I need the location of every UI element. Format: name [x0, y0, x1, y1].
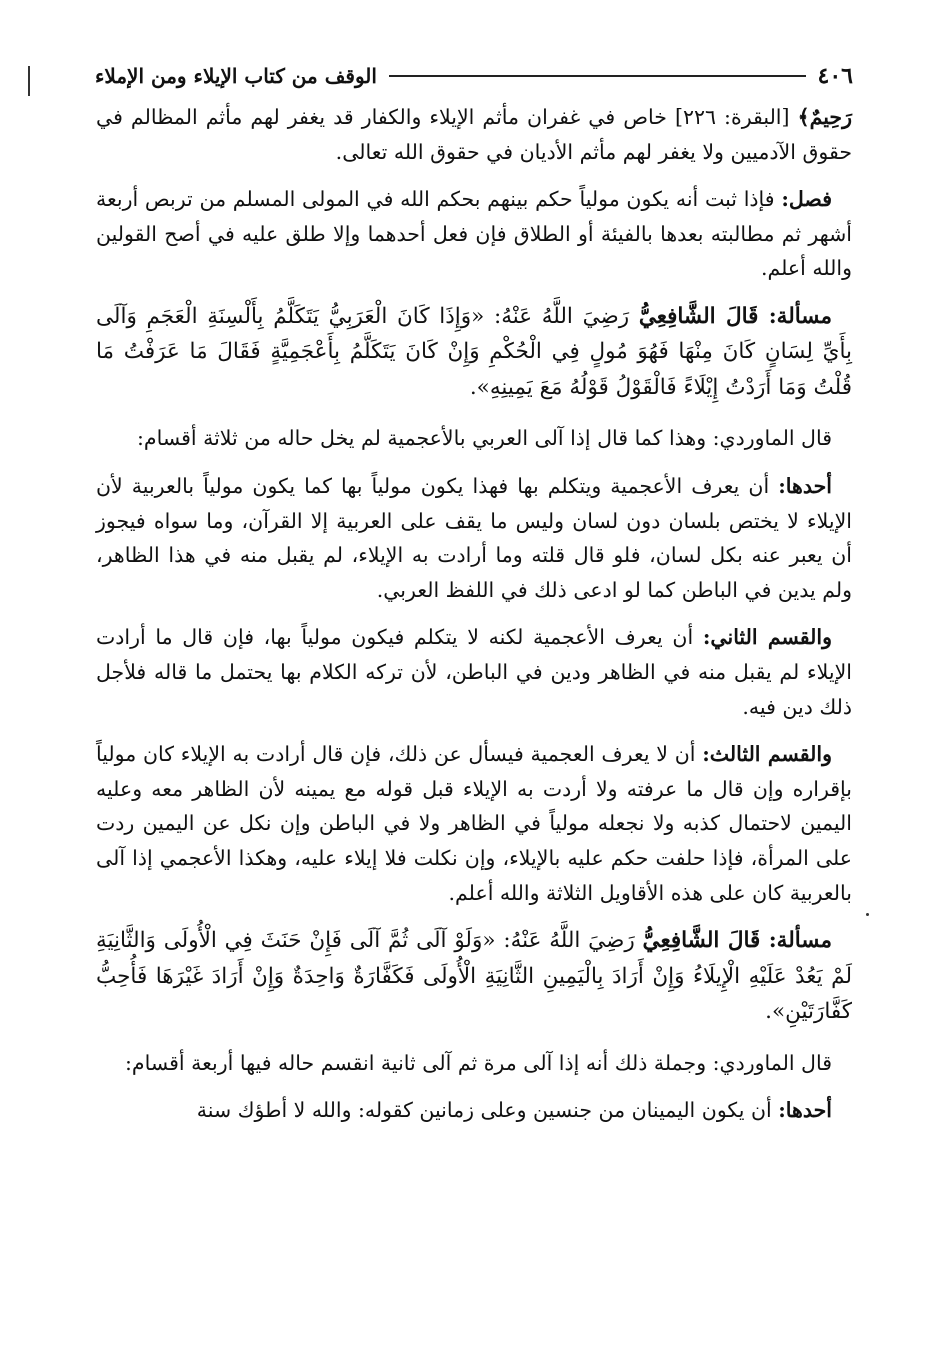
body-text	[96, 100, 852, 1141]
margin-mark	[28, 66, 30, 96]
paragraph-text: أن يعرف الأعجمية لكنه لا يتكلم فيكون مولياً بها، فإن قال ما أرادت الإيلاء لم يقبل منه في الظاهر ودين في الباطن، لأن تركه الكلام بها يحتمل ما قاله فلأجل ذلك دين فيه.	[96, 625, 852, 719]
paragraph-mawardi-2	[96, 1046, 852, 1081]
paragraph-lead: أحدها:	[778, 1098, 832, 1123]
paragraph-masala-2	[96, 923, 852, 1030]
running-title: الوقف من كتاب الإيلاء ومن الإملاء	[95, 64, 377, 88]
paragraph-text: أن لا يعرف العجمية فيسأل عن ذلك، فإن قال أرادت به الإيلاء كان مولياً بإقراره وإن قال ما عرفته ولا أردت به الإيلاء قبل قوله مع يمينه لأن الظاهر معه وعليه اليمين لاحتمال كذبه ولا نجعله مولياً في الظاهر ولا في الباطن وإن نكل عن اليمين ردت على المرأة، فإذا حلفت حكم عليه بالإيلاء، وإن نكلت فلا إيلاء عليه، وهكذا الأعجمي إذا آلى بالعربية كان على هذه الأقاويل الثلاثة والله أعلم.	[96, 742, 852, 905]
speaker-name: قَالَ الشَّافِعِيُّ	[642, 928, 769, 954]
stray-dot	[866, 913, 869, 916]
page-header	[95, 56, 853, 96]
paragraph-mawardi-1	[96, 421, 852, 456]
paragraph-text: أن يعرف الأعجمية ويتكلم بها فهذا يكون مولياً بها كما يكون مولياً بالعربية لأن الإيلاء لا يختص بلسان دون لسان وليس ما يقف على العربية إلا القرآن، وما سواه فيجوز أن يعبر عنه بكل لسان، فلو قال قلته وما أرادت به الإيلاء، لم يقبل منه في هذا الظاهر، ولم يدين في الباطن كما لو ادعى ذلك في اللفظ العربي.	[96, 474, 852, 602]
paragraph-lead: أحدها:	[778, 474, 832, 499]
paragraph-text: رَضِيَ اللَّهُ عَنْهُ: «وَإِذَا كَانَ الْعَرَبِيُّ يَتَكَلَّمُ بِأَلْسِنَةِ الْعَجَمِ وَآلَى بِأَيِّ لِسَانٍ كَانَ مِنْهَا فَهُوَ مُولٍ فِي الْحُكْمِ وَإِنْ كَانَ يَتَكَلَّمُ بِأَعْجَمِيَّةٍ فَقَالَ مَا عَرَفْتُ مَا قُلْتُ وَمَا أَرَدْتُ إِيْلَاءً فَالْقَوْلُ قَوْلُهُ مَعَ يَمِينِهِ».	[96, 303, 852, 400]
paragraph-fasl	[96, 182, 852, 286]
header-rule	[389, 75, 806, 77]
paragraph-third-section	[96, 737, 852, 910]
paragraph-first-section	[96, 469, 852, 607]
paragraph-lead: مسألة:	[768, 303, 832, 329]
paragraph-lead: والقسم الثاني:	[702, 625, 832, 650]
page-number: ٤٠٦	[817, 63, 853, 89]
paragraph-lead: فصل:	[781, 187, 832, 212]
paragraph-quran-end	[96, 100, 852, 169]
paragraph-lead: مسألة:	[768, 928, 832, 954]
paragraph-text: [البقرة: ٢٢٦] خاص في غفران مأثم الإيلاء والكفار قد يغفر لهم مأثم المظالم في حقوق الآدميين ولا يغفر لهم مأثم الأديان في حقوق الله تعالى.	[96, 105, 852, 164]
paragraph-text: رَضِيَ اللَّهُ عَنْهُ: «وَلَوْ آلَى ثُمَّ آلَى فَإِنْ حَنَثَ فِي الْأُولَى وَالثَّانِيَةِ لَمْ يَعُدْ عَلَيْهِ الْإِيلَاءُ وَإِنْ أَرَادَ بِالْيَمِينِ الثَّانِيَةِ الْأُولَى فَكَفَّارَةٌ وَاحِدَةٌ وَإِنْ أَرَادَ غَيْرَهَا فَأُحِبُّ كَفَّارَتَيْنِ».	[96, 928, 852, 1025]
paragraph-text: فإذا ثبت أنه يكون مولياً حكم بينهم بحكم الله في المولى المسلم من تربص أربعة أشهر ثم مطالبته بعدها بالفيئة أو الطلاق فإن فعل أحدهما وإلا طلق عليه في أصح القولين والله أعلم.	[96, 187, 852, 281]
paragraph-text: قال الماوردي: وهذا كما قال إذا آلى العربي بالأعجمية لم يخل حاله من ثلاثة أقسام:	[136, 426, 832, 451]
paragraph-first-of-four	[96, 1093, 852, 1128]
paragraph-text: أن يكون اليمينان من جنسين وعلى زمانين كقوله: والله لا أطؤك سنة	[196, 1098, 779, 1123]
paragraph-second-section	[96, 620, 852, 724]
speaker-name: قَالَ الشَّافِعِيُّ	[638, 303, 769, 329]
paragraph-text: قال الماوردي: وجملة ذلك أنه إذا آلى مرة ثم آلى ثانية انقسم حاله فيها أربعة أقسام:	[125, 1050, 832, 1075]
paragraph-lead: والقسم الثالث:	[702, 742, 832, 767]
paragraph-masala-1	[96, 299, 852, 406]
paragraph-lead: رَحِيمٌ﴾	[797, 105, 852, 129]
